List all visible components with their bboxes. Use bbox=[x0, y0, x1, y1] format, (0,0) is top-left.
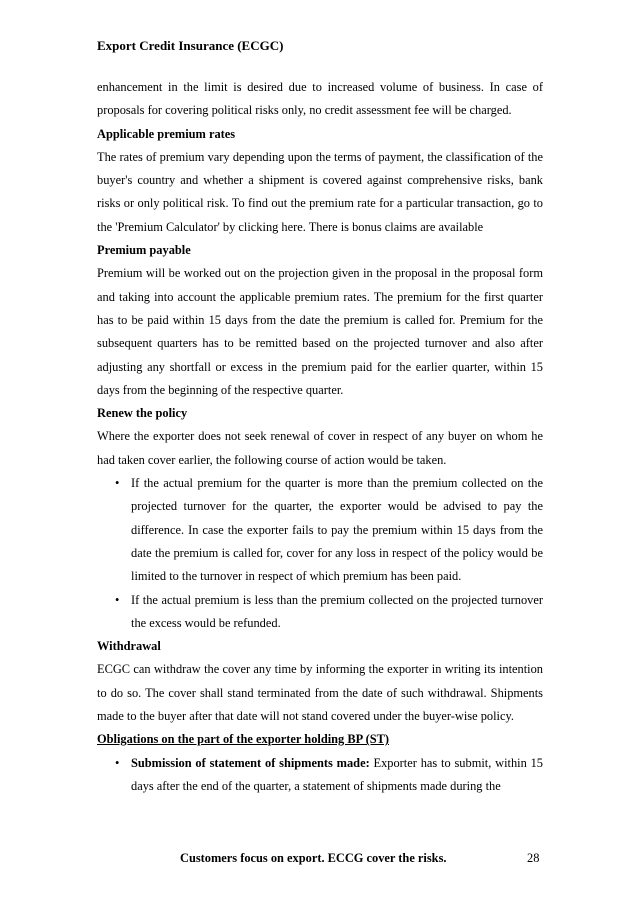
heading-applicable-premium-rates: Applicable premium rates bbox=[97, 126, 236, 141]
renew-bullet-list bbox=[97, 472, 543, 635]
bullet-icon: • bbox=[115, 755, 120, 770]
list-item bbox=[97, 472, 543, 588]
list-item-text: If the actual premium is less than the premium collected on the projected turnover the excess would be refunded. bbox=[131, 592, 543, 630]
list-item bbox=[97, 752, 543, 799]
list-item-text: If the actual premium for the quarter is more than the premium collected on the projected turnover for the quarter, the exporter would be advised to pay the difference. In case the exporter fails to pay the premium within 15 days from the date the premium is called for, cover for any loss in respect of the policy would be limited to the turnover in respect of which premium has been paid. bbox=[131, 476, 543, 584]
paragraph-withdrawal: ECGC can withdraw the cover any time by informing the exporter in writing its intention to do so. The cover shall stand terminated from the date of such withdrawal. Shipments made to the buyer after that date will not stand covered under the buyer-wise policy. bbox=[97, 662, 543, 724]
page-number: 28 bbox=[527, 851, 540, 865]
obligations-bullet-list bbox=[97, 752, 543, 799]
heading-withdrawal: Withdrawal bbox=[97, 639, 161, 654]
obligation-lead: Submission of statement of shipments made: bbox=[131, 755, 370, 770]
paragraph-limit-enhancement: enhancement in the limit is desired due to increased volume of business. In case of proposals for covering political risks only, no credit assessment fee will be charged. bbox=[97, 80, 543, 118]
paragraph-premium-payable: Premium will be worked out on the projection given in the proposal in the proposal form and taking into account the applicable premium rates. The premium for the first quarter has to be paid within 15 days from the date the premium is called for. Premium for the subsequent quarters has to be remitted based on the projected turnover and also after adjusting any shortfall or excess in the premium paid for the earlier quarter, within 15 days from the beginning of the respective quarter. bbox=[97, 266, 543, 397]
heading-renew-the-policy: Renew the policy bbox=[97, 406, 188, 421]
heading-obligations: Obligations on the part of the exporter holding BP (ST) bbox=[97, 732, 390, 747]
heading-premium-payable: Premium payable bbox=[97, 243, 191, 258]
list-item bbox=[97, 589, 543, 636]
running-header: Export Credit Insurance (ECGC) bbox=[97, 38, 284, 53]
footer-tagline: Customers focus on export. ECCG cover the risks. bbox=[180, 851, 447, 865]
page-body bbox=[97, 76, 543, 798]
paragraph-premium-rates: The rates of premium vary depending upon the terms of payment, the classification of the buyer's country and whether a shipment is covered against comprehensive risks, bank risks or only political risk. To find out the premium rate for a particular transaction, go to the 'Premium Calculator' by clicking here. There is bonus claims are available bbox=[97, 149, 543, 234]
obligation-text: Exporter has to submit, within 15 days after the end of the quarter, a statement of shipments made during the bbox=[131, 755, 544, 793]
bullet-icon: • bbox=[115, 592, 120, 607]
paragraph-renew-policy: Where the exporter does not seek renewal of cover in respect of any buyer on whom he had taken cover earlier, the following course of action would be taken. bbox=[97, 429, 543, 467]
bullet-icon: • bbox=[115, 476, 120, 491]
